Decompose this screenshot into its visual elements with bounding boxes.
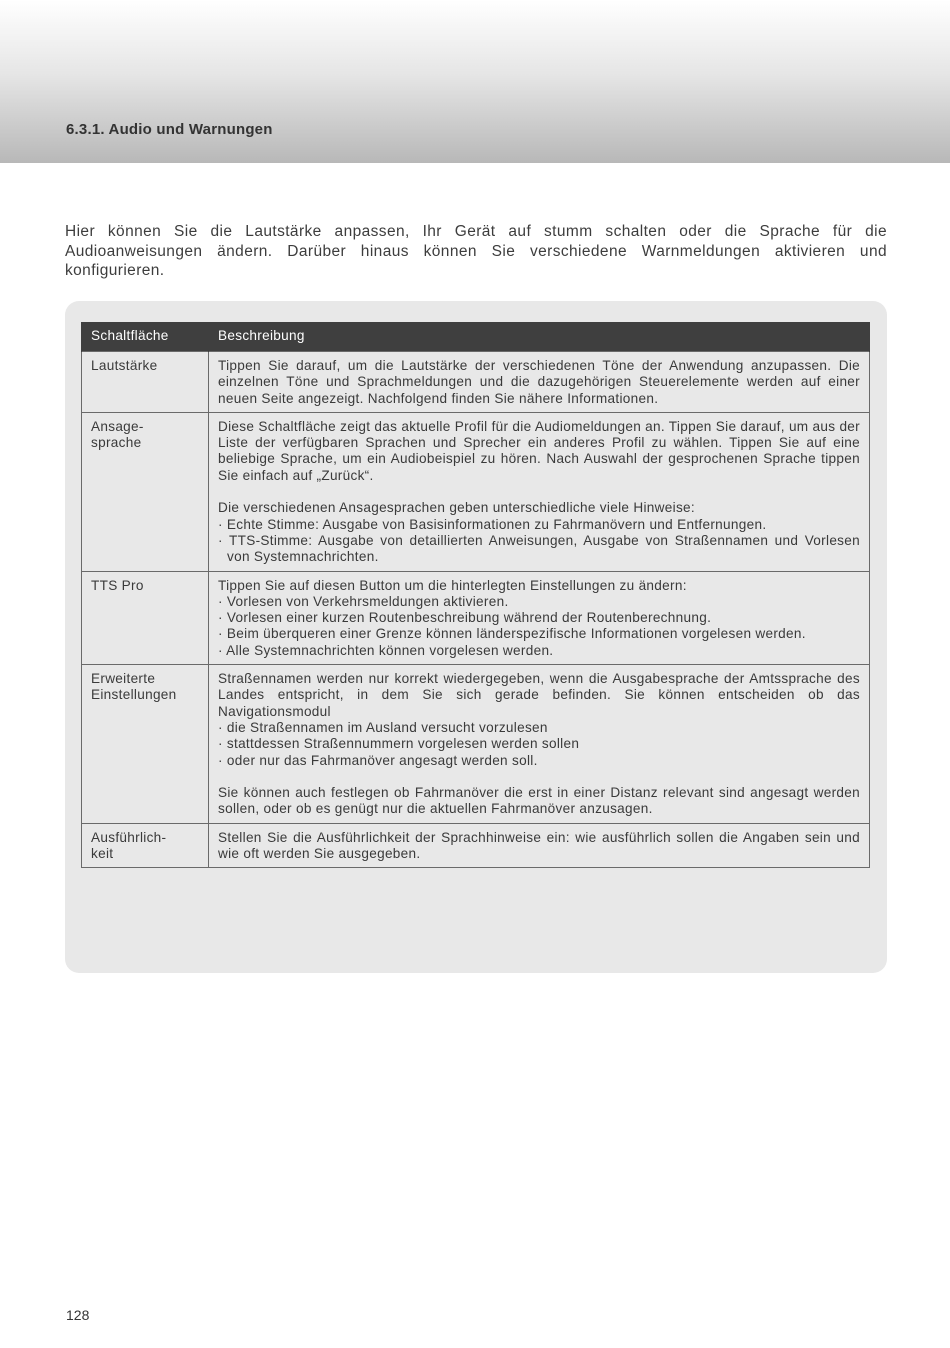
table-row-lautstaerke	[82, 352, 870, 413]
header-button: Schaltfläche	[82, 322, 209, 352]
row-button-label: Ausführlich- keit	[82, 823, 209, 868]
bullet-item: · Alle Systemnachrichten können vorgelesen werden.	[218, 642, 554, 658]
row-description	[209, 352, 870, 413]
bullet-item: · stattdessen Straßennummern vorgelesen werden sollen	[218, 736, 580, 752]
header-band	[0, 0, 950, 163]
bullet-item: · die Straßennamen im Ausland versucht vorzulesen	[218, 719, 548, 735]
row-description	[209, 571, 870, 664]
header-description: Beschreibung	[209, 322, 870, 352]
row-button-label: Ansage- sprache	[82, 412, 209, 571]
row-description	[209, 823, 870, 868]
intro-paragraph: Hier können Sie die Lautstärke anpassen, Ihr Gerät auf stumm schalten oder die Sprache für die Audioanweisungen ändern. Darüber hinaus können Sie verschiedene Warnmeldungen aktivieren und konfigurieren.	[65, 223, 887, 279]
description-text: Diese Schaltfläche zeigt das aktuelle Profil für die Audiomeldungen an. Tippen Sie darauf, um aus der Liste der verfügbaren Sprachen und Sprecher ein anderes Profil zu wählen. Tippen Sie auf eine beliebige Sprache, um ein Audiobeispiel zu hören. Nach Auswahl der gesprochenen Sprache tippen Sie einfach auf „Zurück“.	[218, 418, 860, 483]
bullet-item: · oder nur das Fahrmanöver angesagt werden soll.	[218, 752, 538, 768]
description-text: Sie können auch festlegen ob Fahrmanöver die erst in einer Distanz relevant sind angesagt werden sollen, oder ob es genügt nur die aktuellen Fahrmanöver anzusagen.	[218, 785, 860, 817]
bullet-item: · TTS-Stimme: Ausgabe von detaillierten Anweisungen, Ausgabe von Straßennamen und Vorlesen von Systemnachrichten.	[218, 532, 860, 565]
table-row-erweiterte-einstellungen	[82, 665, 870, 824]
bullet-item: · Vorlesen einer kurzen Routenbeschreibung während der Routenberechnung.	[218, 610, 712, 626]
description-text: Stellen Sie die Ausführlichkeit der Sprachhinweise ein: wie ausführlich sollen die Angaben sein und wie oft werden Sie ausgegeben.	[218, 829, 860, 862]
table-row-ansagesprache	[82, 412, 870, 571]
table-row-ausfuehrlichkeit	[82, 823, 870, 868]
bullet-item: · Beim überqueren einer Grenze können länderspezifische Informationen vorgelesen werden.	[218, 626, 806, 642]
row-description	[209, 665, 870, 824]
description-text: Tippen Sie darauf, um die Lautstärke der verschiedenen Töne der Anwendung anzupassen. Die einzelnen Töne und Sprachmeldungen und die dazugehörigen Steuerelemente werden auf einer neuen Seite angezeigt. Nachfolgend finden Sie nähere Informationen.	[218, 358, 860, 406]
table-header-row	[82, 322, 870, 352]
row-button-label: Lautstärke	[82, 352, 209, 413]
row-button-label: Erweiterte Einstellungen	[82, 665, 209, 824]
page-number: 128	[66, 1307, 90, 1323]
section-title: 6.3.1. Audio und Warnungen	[66, 121, 273, 138]
bullet-item: · Echte Stimme: Ausgabe von Basisinformationen zu Fahrmanövern und Entfernungen.	[218, 516, 767, 532]
row-description	[209, 412, 870, 571]
table-row-tts-pro	[82, 571, 870, 664]
settings-table	[81, 322, 870, 868]
row-button-label: TTS Pro	[82, 571, 209, 664]
description-text: Straßennamen werden nur korrekt wiedergegeben, wenn die Ausgabesprache der Amtssprache des Landes entspricht, in dem Sie sich gerade befinden. Sie können entscheiden ob das Navigationsmodul	[218, 671, 860, 719]
bullet-item: · Vorlesen von Verkehrsmeldungen aktivieren.	[218, 593, 509, 609]
description-text: Die verschiedenen Ansagesprachen geben unterschiedliche viele Hinweise:	[218, 500, 695, 516]
description-text: Tippen Sie auf diesen Button um die hinterlegten Einstellungen zu ändern:	[218, 577, 687, 593]
